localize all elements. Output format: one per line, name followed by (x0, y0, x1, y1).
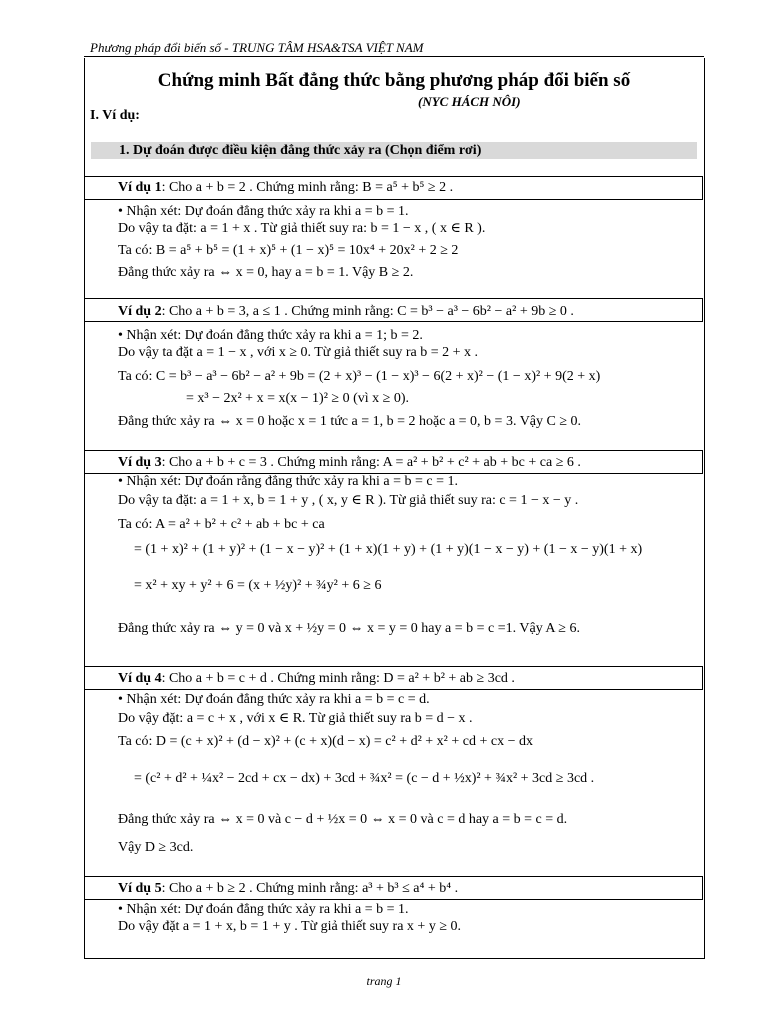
example-5-label: Ví dụ 5 (118, 881, 162, 896)
page-header: Phương pháp đổi biến số - TRUNG TÂM HSA&TSA VIỆT NAM (90, 40, 424, 55)
example-2-conclusion: Đẳng thức xảy ra ⇔ x = 0 hoặc x = 1 tức a = 1, b = 2 hoặc a = 0, b = 3. Vậy C ≥ 0. (118, 414, 582, 429)
example-4-statement: : Cho a + b = c + d . Chứng minh rằng: D = a² + b² + ab ≥ 3cd . (161, 671, 515, 686)
example-2-label: Ví dụ 2 (118, 304, 162, 319)
example-3-label: Ví dụ 3 (118, 455, 162, 470)
example-5-heading (118, 881, 458, 897)
page-number: trang 1 (366, 974, 402, 988)
subsection-text: 1. Dự đoán được điều kiện đẳng thức xảy ra (Chọn điểm rơi) (119, 143, 482, 158)
example-3-line-5: = x² + xy + y² + 6 = (x + ½y)² + ¾y² + 6 ≥ 6 (134, 578, 382, 593)
example-2-line-3: Ta có: C = b³ − a³ − 6b² − a² + 9b = (2 + x)³ − (1 − x)³ − 6(2 + x)² − (1 − x)² + 9(2 + x) (118, 369, 601, 384)
subsection-heading (91, 142, 697, 159)
example-3-line-2: Do vậy ta đặt: a = 1 + x, b = 1 + y , ( x, y ∈ R ). Từ giả thiết suy ra: c = 1 − x − y . (118, 493, 579, 508)
example-3-conclusion: Đẳng thức xảy ra ⇔ y = 0 và x + ½y = 0 ⇔ x = y = 0 hay a = b = c =1. Vậy A ≥ 6. (118, 621, 580, 636)
example-4-conclusion: Đẳng thức xảy ra ⇔ x = 0 và c − d + ½x = 0 ⇔ x = 0 và c = d hay a = b = c = d. (118, 812, 568, 827)
header-rule (84, 56, 704, 57)
example-1-label: Ví dụ 1 (118, 180, 162, 195)
example-5-statement: : Cho a + b ≥ 2 . Chứng minh rằng: a³ + b³ ≤ a⁴ + b⁴ . (161, 881, 459, 896)
example-3-line-4: = (1 + x)² + (1 + y)² + (1 − x − y)² + (1 + x)(1 + y) + (1 + y)(1 − x − y) + (1 − x − y)(1 + x) (134, 542, 643, 557)
example-1-heading (118, 180, 453, 196)
example-1-statement: : Cho a + b = 2 . Chứng minh rằng: B = a⁵ + b⁵ ≥ 2 . (161, 180, 454, 195)
section-heading: I. Ví dụ: (90, 108, 140, 123)
example-2-remark: • Nhận xét: Dự đoán đẳng thức xảy ra khi a = 1; b = 2. (118, 328, 423, 343)
example-3-statement: : Cho a + b + c = 3 . Chứng minh rằng: A = a² + b² + c² + ab + bc + ca ≥ 6 . (161, 455, 581, 470)
example-2-line-4: = x³ − 2x² + x = x(x − 1)² ≥ 0 (vì x ≥ 0). (186, 391, 409, 406)
example-4-line-2: Do vậy đặt: a = c + x , với x ∈ R. Từ giả thiết suy ra b = d − x . (118, 711, 473, 726)
example-4-final: Vậy D ≥ 3cd. (118, 840, 194, 855)
example-3-heading (118, 455, 581, 471)
example-3-line-3: Ta có: A = a² + b² + c² + ab + bc + ca (118, 517, 325, 532)
example-4-label: Ví dụ 4 (118, 671, 162, 686)
example-1-line-2: Do vậy ta đặt: a = 1 + x . Từ giả thiết suy ra: b = 1 − x , ( x ∈ R ). (118, 221, 486, 236)
example-5-remark: • Nhận xét: Dự đoán đẳng thức xảy ra khi a = b = 1. (118, 902, 409, 917)
example-5-line-2: Do vậy đặt a = 1 + x, b = 1 + y . Từ giả thiết suy ra x + y ≥ 0. (118, 919, 461, 934)
example-4-line-3: Ta có: D = (c + x)² + (d − x)² + (c + x)(d − x) = c² + d² + x² + cd + cx − dx (118, 734, 533, 749)
example-4-heading (118, 671, 515, 687)
example-4-remark: • Nhận xét: Dự đoán đẳng thức xảy ra khi a = b = c = d. (118, 692, 430, 707)
example-4-line-4: = (c² + d² + ¼x² − 2cd + cx − dx) + 3cd + ¾x² = (c − d + ½x)² + ¾x² + 3cd ≥ 3cd . (134, 771, 595, 786)
example-1-conclusion: Đẳng thức xảy ra ⇔ x = 0, hay a = b = 1. Vậy B ≥ 2. (118, 265, 414, 280)
example-2-heading (118, 304, 574, 320)
example-3-remark: • Nhận xét: Dự đoán rằng đẳng thức xảy ra khi a = b = c = 1. (118, 474, 459, 489)
example-1-line-3: Ta có: B = a⁵ + b⁵ = (1 + x)⁵ + (1 − x)⁵ = 10x⁴ + 20x² + 2 ≥ 2 (118, 243, 459, 258)
example-2-statement: : Cho a + b = 3, a ≤ 1 . Chứng minh rằng: C = b³ − a³ − 6b² − a² + 9b ≥ 0 . (161, 304, 574, 319)
example-2-line-2: Do vậy ta đặt a = 1 − x , với x ≥ 0. Từ giả thiết suy ra b = 2 + x . (118, 345, 479, 360)
example-1-remark: • Nhận xét: Dự đoán đẳng thức xảy ra khi a = b = 1. (118, 204, 409, 219)
author-name: (NYC HÁCH NÔI) (418, 94, 521, 109)
document-title: Chứng minh Bất đẳng thức bằng phương pháp đổi biến số (157, 70, 631, 91)
